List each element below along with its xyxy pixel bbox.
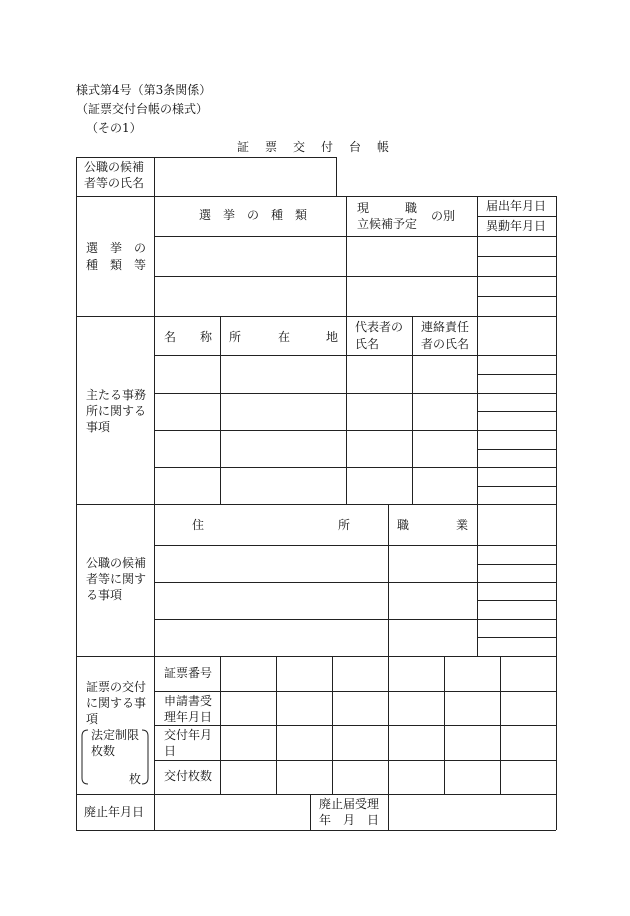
rule [76, 504, 556, 505]
rule [388, 794, 389, 830]
issuance-label: に関する事 [86, 696, 147, 710]
legal-limit-unit: 枚 [129, 772, 142, 786]
col-representative: 代表者の [355, 320, 404, 334]
rule [154, 691, 556, 692]
col-representative: 氏名 [355, 337, 380, 351]
legal-limit-label: 法定制限 [91, 728, 140, 742]
rule [388, 504, 389, 656]
issuance-label: 証票の交付 [86, 680, 147, 694]
col-filing-date: 届出年月日 [486, 199, 547, 213]
col-distinction: の別 [431, 209, 456, 223]
row-issue-date: 日 [164, 744, 177, 758]
col-incumbent: 職 [405, 201, 418, 215]
rule [477, 486, 556, 487]
title-char: 付 [321, 140, 334, 154]
col-occupation: 職 [397, 518, 410, 532]
row-application-date: 理年月日 [164, 710, 213, 724]
col-change-date: 異動年月日 [486, 219, 547, 233]
candidate-info-label: 公職の候補 [86, 556, 147, 570]
form-number: 様式第4号（第3条関係） [76, 83, 212, 97]
office-label: 事項 [86, 420, 111, 434]
rule [477, 256, 556, 257]
rule [76, 157, 77, 830]
col-address: 所 [338, 518, 351, 532]
rule [556, 656, 557, 794]
candidate-name-label: 公職の候補 [84, 160, 145, 174]
col-address: 住 [192, 518, 205, 532]
rule [556, 196, 557, 656]
legal-limit-label: 枚数 [91, 744, 116, 758]
row-issued-count: 交付枚数 [164, 769, 213, 783]
abolition-receipt-label: 年 月 日 [319, 813, 380, 827]
form-description: （証票交付台帳の様式） [76, 102, 209, 116]
rule [154, 619, 556, 620]
rule [76, 656, 556, 657]
rule [76, 316, 556, 317]
rule [154, 794, 155, 830]
col-planned-candidacy: 立候補予定 [357, 217, 418, 231]
rule [154, 393, 556, 394]
col-office-name: 名 [164, 330, 177, 344]
col-election-kind: 選 挙 の 種 類 [199, 208, 308, 222]
rule [477, 449, 556, 450]
election-type-label: 選 挙 の [86, 241, 147, 255]
election-type-label: 種 類 等 [86, 258, 147, 272]
office-label: 所に関する [86, 404, 147, 418]
rule [477, 296, 556, 297]
rule [154, 467, 556, 468]
row-certificate-number: 証票番号 [164, 666, 213, 680]
col-office-name: 称 [200, 330, 213, 344]
rule [76, 830, 556, 831]
office-label: 主たる事務 [86, 388, 147, 402]
col-location: 在 [278, 330, 291, 344]
row-application-date: 申請書受 [164, 694, 213, 708]
form-part: （その1） [86, 121, 142, 135]
issuance-label: 項 [86, 712, 99, 726]
col-contact-person: 者の氏名 [421, 337, 470, 351]
rule [154, 276, 556, 277]
rule [154, 196, 155, 794]
rule [336, 157, 337, 196]
rule [310, 794, 311, 830]
col-contact-person: 連絡責任 [421, 320, 470, 334]
rule [477, 564, 556, 565]
rule [76, 196, 556, 197]
rule [154, 355, 556, 356]
title-char: 票 [265, 140, 278, 154]
rule [154, 582, 556, 583]
candidate-name-label: 者等の氏名 [84, 176, 145, 190]
rule [154, 236, 556, 237]
rule [76, 794, 556, 795]
rule [477, 196, 478, 656]
row-issue-date: 交付年月 [164, 728, 213, 742]
rule [412, 316, 413, 504]
rule [154, 430, 556, 431]
rule [477, 637, 556, 638]
rule [154, 760, 556, 761]
abolition-date-label: 廃止年月日 [84, 805, 145, 819]
candidate-info-label: 者等に関す [86, 572, 147, 586]
rule [154, 157, 155, 196]
col-location: 所 [229, 330, 242, 344]
title-char: 証 [237, 140, 250, 154]
rule [346, 316, 347, 504]
rule [477, 411, 556, 412]
rule [220, 316, 221, 504]
title-char: 交 [293, 140, 306, 154]
abolition-receipt-label: 廃止届受理 [319, 797, 380, 811]
candidate-info-label: る事項 [86, 588, 123, 602]
rule [346, 196, 347, 316]
col-location: 地 [326, 330, 339, 344]
rule [154, 725, 556, 726]
rule [477, 216, 556, 217]
rule [76, 157, 337, 158]
rule [477, 374, 556, 375]
rule [556, 794, 557, 830]
col-occupation: 業 [456, 518, 469, 532]
col-incumbent: 現 [357, 201, 370, 215]
title-char: 帳 [377, 140, 390, 154]
title-char: 台 [349, 140, 362, 154]
rule [154, 545, 556, 546]
rule [477, 600, 556, 601]
